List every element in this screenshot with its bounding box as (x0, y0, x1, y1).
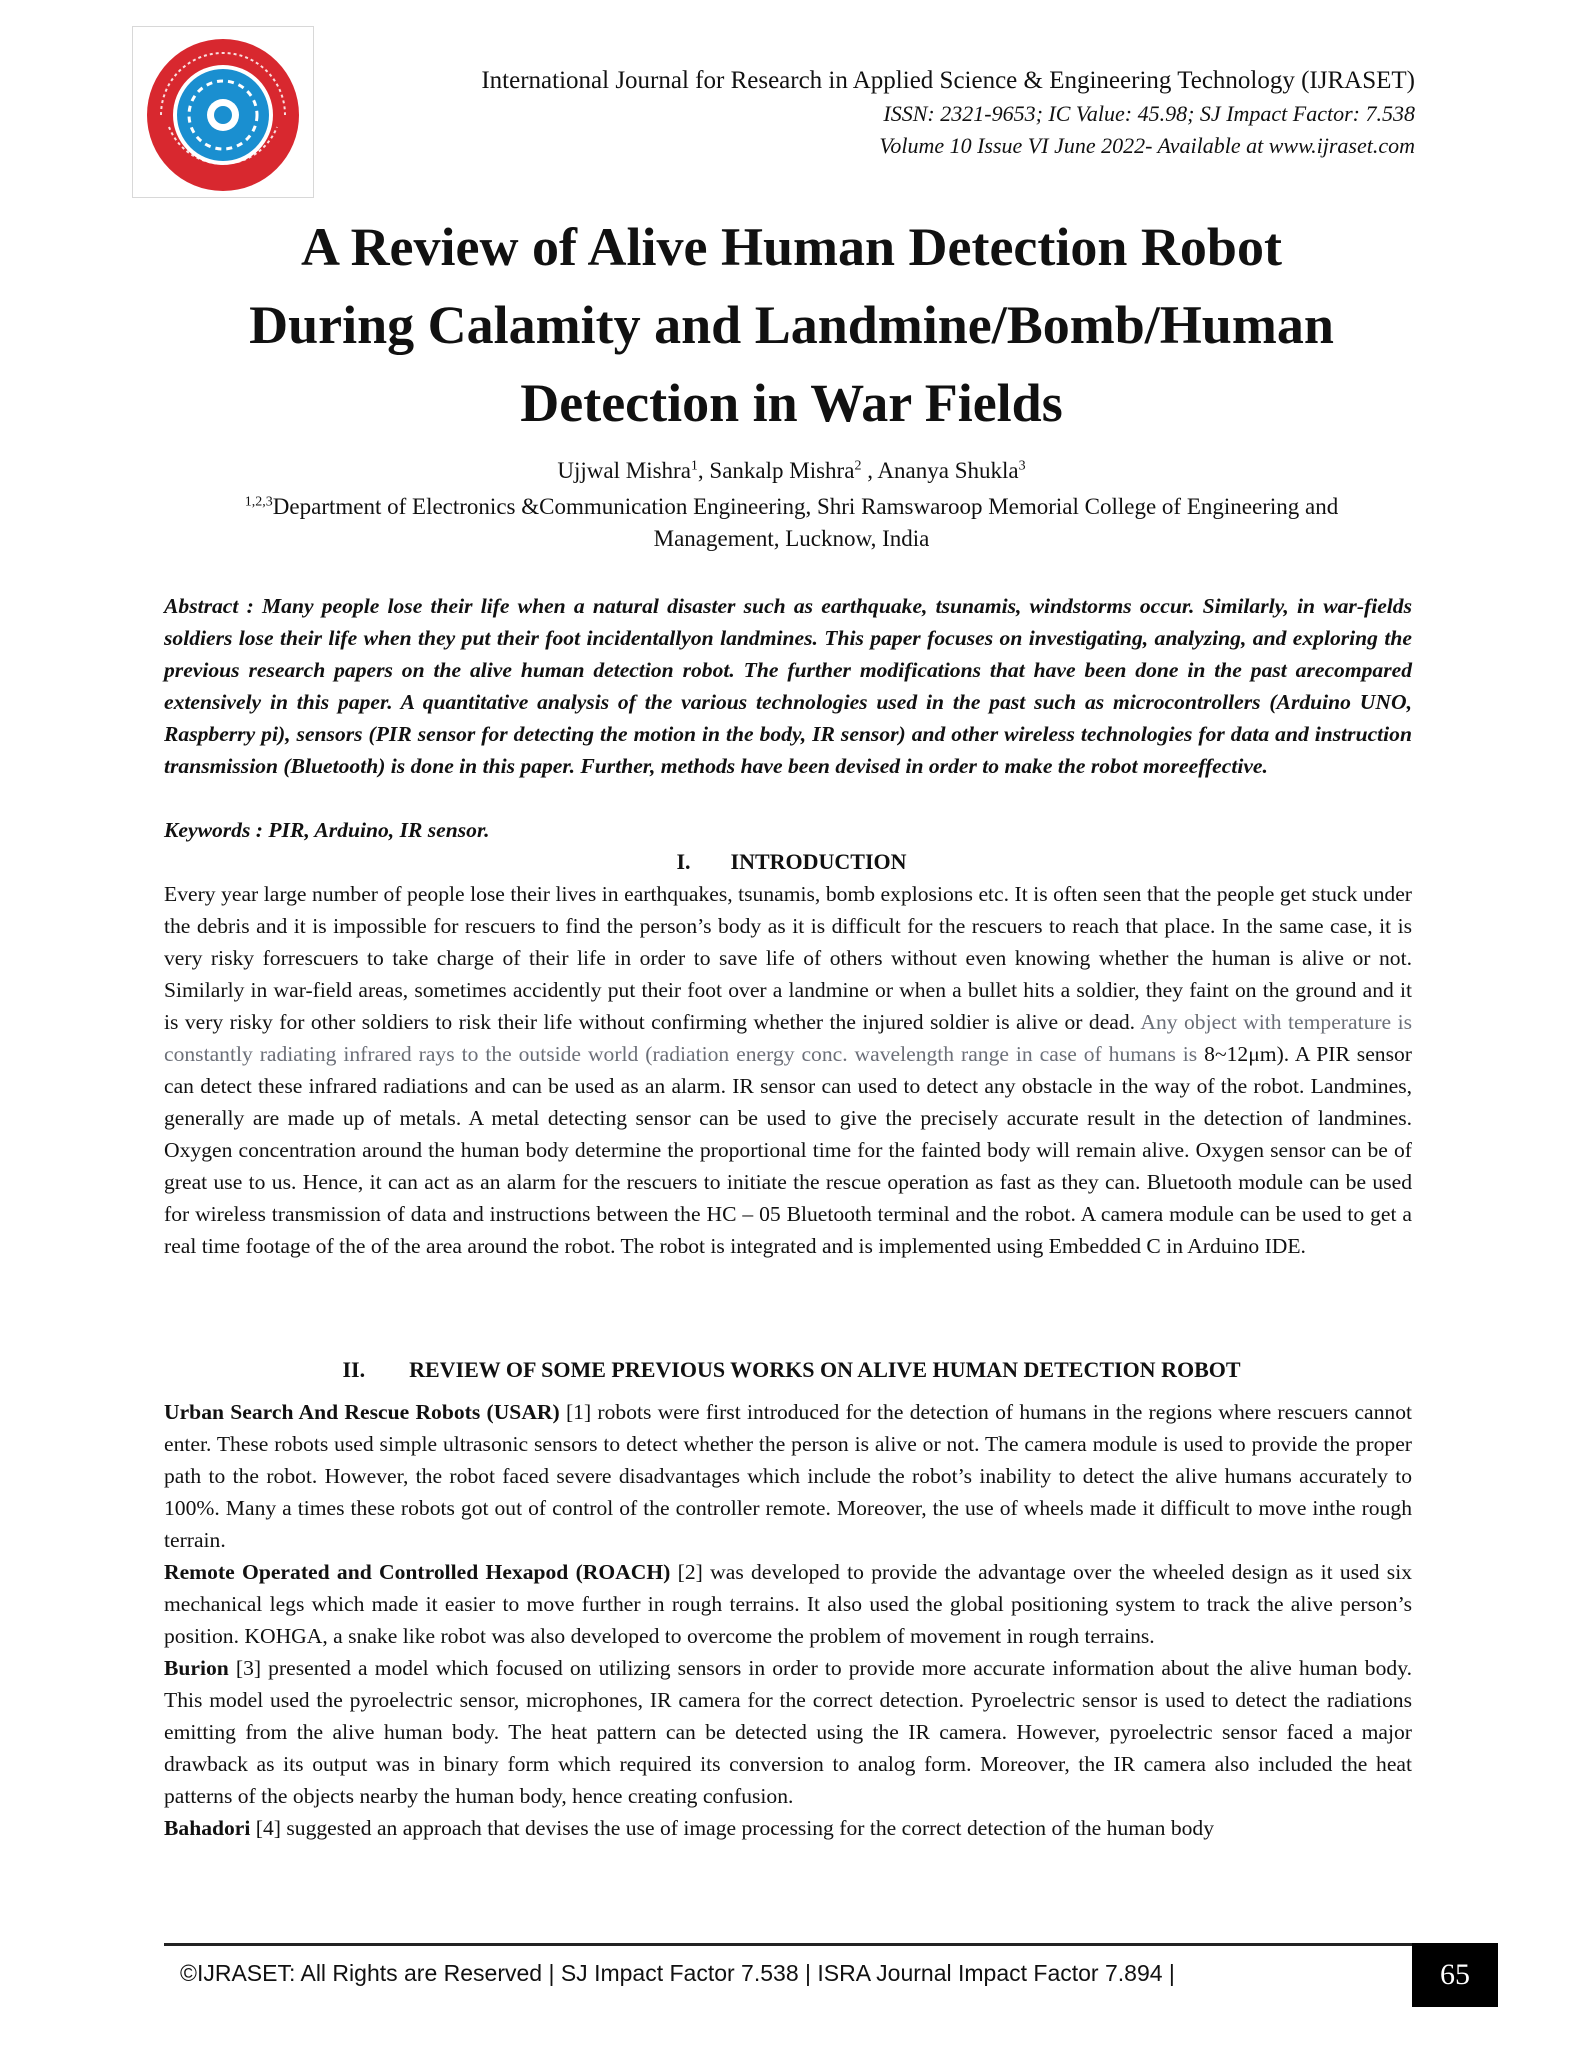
author-2: Sankalp Mishra (709, 458, 855, 483)
section-1-number: I. (676, 849, 691, 874)
abstract: Abstract : Many people lose their life when a natural disaster such as earthquake, tsunamis, windstorms occur. Similarly, in war-fields soldiers lose their life when they put their foot incidentallyon landmines. This paper focuses on investigating, analyzing, and exploring the previous research papers on the alive human detection robot. The further modifications that have been done in the past arecompared extensively in this paper. A quantitative analysis of the various technologies used in the past such as microcontrollers (Arduino UNO, Raspberry pi), sensors (PIR sensor for detecting the motion in the body, IR sensor) and other wireless technologies for data and instruction transmission (Bluetooth) is done in this paper. Further, methods have been devised in order to make the robot moreeffective. (164, 594, 1412, 778)
review-text: [2] was developed to provide the advantage over the wheeled design as it used six mechanical legs which made it easier to move further in rough terrains. It also used the global positioning system to track the alive person’s position. KOHGA, a snake like robot was also developed to overcome the problem of movement in rough terrains. (164, 1560, 1412, 1648)
affiliation-sup: 1,2,3 (244, 494, 273, 510)
logo-emblem-icon (133, 27, 313, 197)
affiliation-line-2: Management, Lucknow, India (653, 526, 930, 551)
review-text: [3] presented a model which focused on utilizing sensors in order to provide more accurate information about the alive human body. This model used the pyroelectric sensor, microphones, IR camera for the correct detection. Pyroelectric sensor is used to detect the radiations emitting from the alive human body. The heat pattern can be detected using the IR camera. However, pyroelectric sensor faced a major drawback as its output was in binary form which required its conversion to analog form. Moreover, the IR camera also included the heat patterns of the objects nearby the human body, hence creating confusion. (164, 1656, 1412, 1808)
volume-line: Volume 10 Issue VI June 2022- Available at www.ijraset.com (879, 133, 1415, 158)
author-3: Ananya Shukla (877, 458, 1019, 483)
affiliation-line-1: Department of Electronics &Communication Engineering, Shri Ramswaroop Memorial College of Engineering and (272, 494, 1339, 519)
title-line-1: A Review of Alive Human Detection Robot (301, 217, 1282, 277)
review-term: Bahadori (164, 1816, 251, 1840)
author-2-sup: 2 (854, 458, 862, 474)
review-paragraph (164, 1396, 1412, 1556)
section-1-heading (150, 846, 1433, 878)
journal-header (481, 64, 1415, 162)
keywords: Keywords : PIR, Arduino, IR sensor. (164, 818, 490, 842)
review-term: Burion (164, 1656, 229, 1680)
introduction-paragraph (164, 878, 1412, 1262)
review-section (164, 1396, 1412, 1844)
author-1-sup: 1 (690, 458, 698, 474)
footer-rule (164, 1943, 1412, 1946)
review-text: [4] suggested an approach that devises the use of image processing for the correct detection of the human body (250, 1816, 1215, 1840)
review-term: Remote Operated and Controlled Hexapod (ROACH) (164, 1560, 671, 1584)
section-2-title: REVIEW OF SOME PREVIOUS WORKS ON ALIVE HUMAN DETECTION ROBOT (409, 1357, 1241, 1382)
issn-line: ISSN: 2321-9653; IC Value: 45.98; SJ Impact Factor: 7.538 (883, 101, 1415, 126)
review-paragraph (164, 1812, 1412, 1844)
section-2-heading (150, 1354, 1433, 1386)
paper-title (150, 208, 1433, 442)
section-2-number: II. (342, 1357, 366, 1382)
footer-text: ©IJRASET: All Rights are Reserved | SJ Impact Factor 7.538 | ISRA Journal Impact Factor 7.894 | (180, 1960, 1175, 1986)
affiliation (150, 491, 1433, 555)
intro-text-b: 8~12μm). A PIR sensor can detect these infrared radiations and can be used as an alarm. IR sensor can used to detect any obstacle in the way of the robot. Landmines, generally are made up of metals. A metal detecting sensor can be used to give the precisely accurate result in the detection of landmines. Oxygen concentration around the human body determine the proportional time for the fainted body will remain alive. Oxygen sensor can be of great use to us. Hence, it can act as an alarm for the rescuers to initiate the rescue operation as fast as they can. Bluetooth module can be used for wireless transmission of data and instructions between the HC – 05 Bluetooth terminal and the robot. A camera module can be used to get a real time footage of the of the area around the robot. The robot is integrated and is implemented using Embedded C in Arduino IDE. (164, 1042, 1412, 1258)
author-1: Ujjwal Mishra (557, 458, 691, 483)
review-paragraph (164, 1652, 1412, 1812)
author-3-sup: 3 (1018, 458, 1026, 474)
journal-logo (132, 26, 314, 198)
title-line-2: During Calamity and Landmine/Bomb/Human (249, 295, 1334, 355)
review-paragraph (164, 1556, 1412, 1652)
author-list: Ujjwal Mishra$^1$, Sankalp Mishra$^2$ , Ananya Shukla$^3$ (557, 458, 1026, 483)
title-line-3: Detection in War Fields (520, 373, 1063, 433)
intro-text-a: Every year large number of people lose their lives in earthquakes, tsunamis, bomb explosions etc. It is often seen that the people get stuck under the debris and it is impossible for rescuers to find the person’s body as it is difficult for the rescuers to reach that place. In the same case, it is very risky forrescuers to take charge of their life in order to save life of others without even knowing whether the human is alive or not. Similarly in war-field areas, sometimes accidently put their foot over a landmine or when a bullet hits a soldier, they faint on the ground and it is very risky for other soldiers to risk their life without confirming whether the injured soldier is alive or dead. (164, 882, 1412, 1034)
intro-text-grey: Any object with temperature is constantly radiating infrared rays to the outside world (radiation energy conc. wavelength range in case of humans is (164, 1010, 1412, 1066)
journal-name: International Journal for Research in Applied Science & Engineering Technology (IJRASET) (481, 67, 1415, 94)
section-1-title: INTRODUCTION (730, 849, 907, 874)
review-term: Urban Search And Rescue Robots (USAR) (164, 1400, 560, 1424)
review-text: [1] robots were first introduced for the detection of humans in the regions where rescuers cannot enter. These robots used simple ultrasonic sensors to detect whether the person is alive or not. The camera module is used to provide the proper path to the robot. However, the robot faced severe disadvantages which include the robot’s inability to detect the alive humans accurately to 100%. Many a times these robots got out of control of the controller remote. Moreover, the use of wheels made it difficult to move inthe rough terrain. (164, 1400, 1413, 1552)
page-number: 65 (1412, 1943, 1498, 2007)
